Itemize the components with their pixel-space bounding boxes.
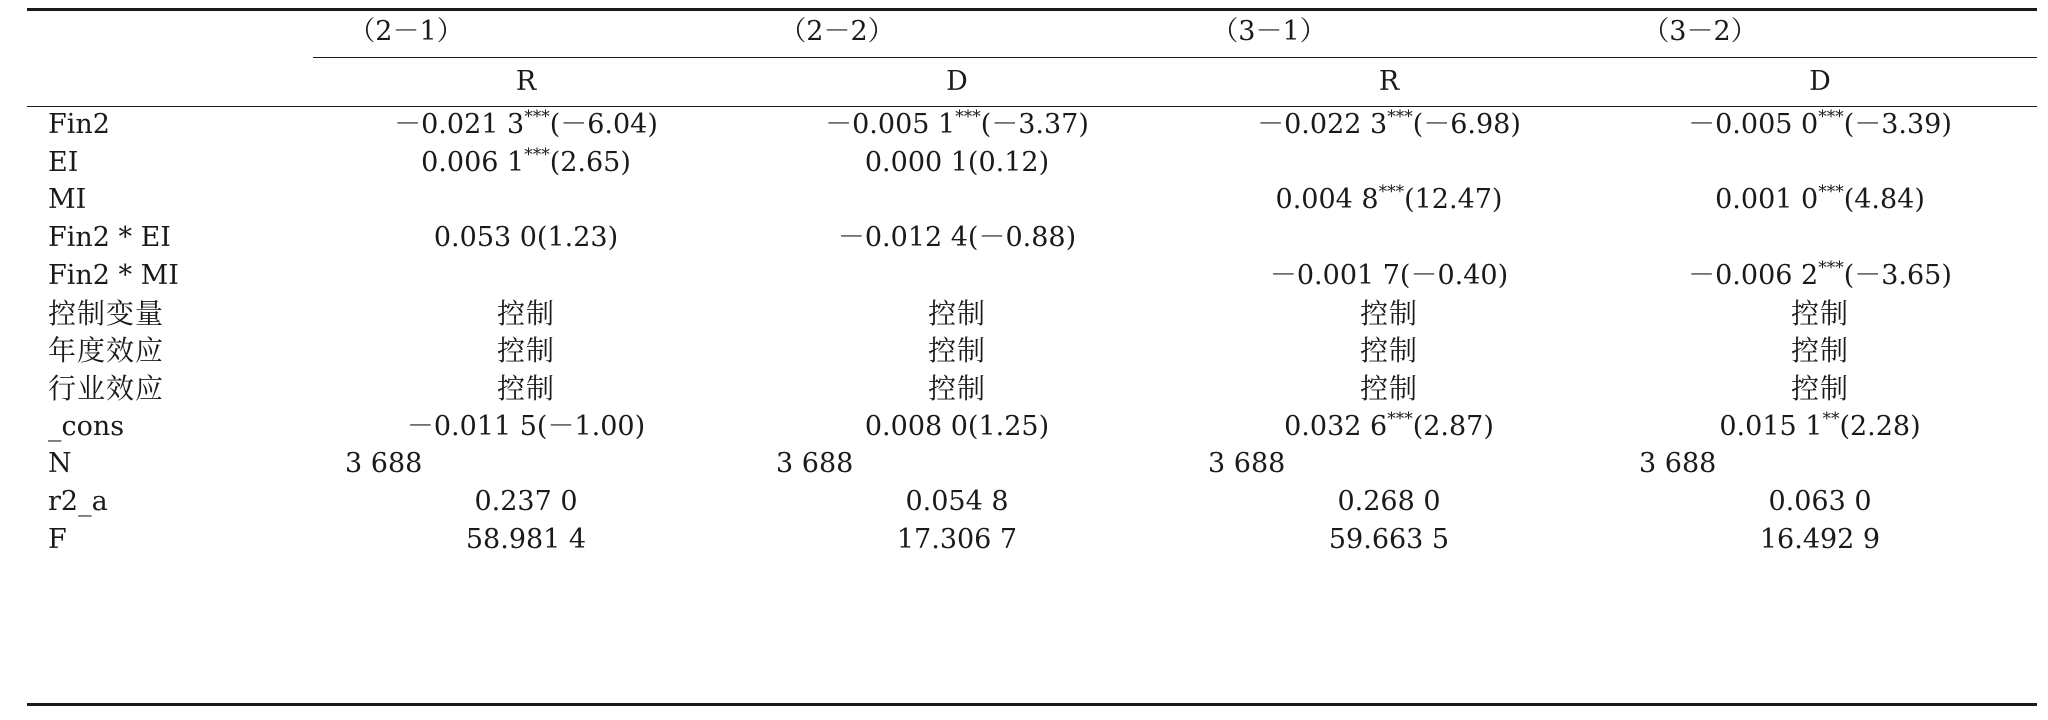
row-label: r2_a (48, 486, 108, 517)
coefficient-value: －0.005 1 (825, 109, 956, 140)
coefficient-value: －0.001 7(－0.40) (1269, 259, 1509, 291)
coefficient-value: 0.004 8 (1275, 184, 1379, 216)
coefficient-value: 控制 (1790, 371, 1849, 405)
coefficient-value: 控制 (496, 334, 555, 368)
dependent-variable-header: D (1809, 66, 1831, 97)
t-statistic: (4.84) (1843, 184, 1925, 216)
coefficient-value: 0.008 0(1.25) (864, 410, 1050, 442)
column-group-header: （3－1） (1211, 16, 1327, 47)
row-label: F (48, 523, 67, 555)
row-label: _cons (48, 410, 125, 442)
t-statistic: (2.28) (1839, 410, 1921, 442)
coefficient-value: 59.663 5 (1328, 523, 1450, 555)
coefficient-value: 控制 (1359, 334, 1418, 368)
coefficient-value: 0.032 6 (1284, 410, 1388, 442)
coefficient-value: 16.492 9 (1759, 523, 1881, 555)
t-statistic: (2.87) (1412, 410, 1494, 442)
significance-stars: *** (1378, 182, 1405, 203)
coefficient-value: 控制 (496, 371, 555, 405)
significance-stars: *** (1387, 408, 1413, 429)
coefficient-value: 0.006 1 (421, 146, 525, 178)
row-label: MI (48, 184, 87, 216)
coefficient-value: 0.054 8 (905, 486, 1009, 517)
table-cell (316, 518, 736, 562)
coefficient-value: 控制 (927, 296, 986, 330)
coefficient-value: 控制 (1790, 334, 1849, 368)
dependent-variable-header: R (515, 66, 537, 97)
table-row (0, 518, 2048, 562)
coefficient-value: 17.306 7 (896, 523, 1018, 555)
row-label: 控制变量 (48, 296, 165, 330)
coefficient-value: －0.021 3 (394, 109, 525, 140)
significance-stars: ** (1822, 408, 1840, 429)
t-statistic: (2.65) (549, 146, 631, 178)
coefficient-value: 控制 (927, 371, 986, 405)
coefficient-value: 0.268 0 (1337, 486, 1441, 517)
significance-stars: *** (1387, 107, 1413, 127)
coefficient-value: 控制 (496, 296, 555, 330)
coefficient-value: 控制 (1359, 296, 1418, 330)
table-bottom-rule (27, 703, 2037, 706)
table-cell (1179, 518, 1599, 562)
coefficient-value: －0.022 3 (1257, 109, 1388, 140)
column-group-header: （2－2） (779, 16, 895, 47)
row-label: Fin2 * EI (48, 222, 171, 254)
significance-stars: *** (1818, 257, 1844, 278)
t-statistic: (－3.37) (980, 109, 1089, 140)
row-label: Fin2 * MI (48, 259, 179, 291)
coefficient-value: 3 688 (776, 448, 854, 480)
column-group-header: （2－1） (348, 16, 464, 47)
significance-stars: *** (1818, 182, 1844, 203)
coefficient-value: 0.237 0 (474, 486, 578, 517)
significance-stars: *** (524, 144, 550, 165)
coefficient-value: 控制 (927, 334, 986, 368)
coefficient-value: 控制 (1359, 371, 1418, 405)
row-label: Fin2 (48, 109, 110, 140)
coefficient-value: 0.063 0 (1768, 486, 1872, 517)
t-statistic: (－3.39) (1843, 109, 1952, 140)
dependent-variable-header: R (1378, 66, 1400, 97)
coefficient-value: 0.001 0 (1715, 184, 1819, 216)
t-statistic: (－3.65) (1843, 259, 1952, 291)
row-label: 行业效应 (48, 371, 165, 405)
coefficient-value: －0.006 2 (1688, 259, 1819, 291)
coefficient-value: 0.053 0(1.23) (433, 222, 619, 254)
coefficient-value: 0.000 1(0.12) (864, 146, 1050, 178)
table-top-rule (27, 8, 2037, 11)
coefficient-value: 58.981 4 (465, 523, 587, 555)
coefficient-value: 0.015 1 (1719, 410, 1823, 442)
coefficient-value: 控制 (1790, 296, 1849, 330)
coefficient-value: －0.012 4(－0.88) (837, 222, 1077, 254)
coefficient-value: 3 688 (1208, 448, 1286, 480)
dependent-variable-header: D (946, 66, 968, 97)
table-cell (747, 518, 1167, 562)
significance-stars: *** (1818, 107, 1844, 127)
row-label: EI (48, 146, 79, 178)
column-group-header: （3－2） (1642, 16, 1758, 47)
coefficient-value: 3 688 (1639, 448, 1717, 480)
table-cell (1610, 518, 2030, 562)
t-statistic: (12.47) (1404, 184, 1503, 216)
significance-stars: *** (955, 107, 981, 127)
row-label: N (48, 448, 72, 480)
header-subrule (313, 57, 2037, 58)
coefficient-value: －0.005 0 (1688, 109, 1819, 140)
t-statistic: (－6.98) (1412, 109, 1521, 140)
row-label: 年度效应 (48, 334, 165, 368)
significance-stars: *** (524, 107, 550, 127)
t-statistic: (－6.04) (549, 109, 658, 140)
coefficient-value: －0.011 5(－1.00) (406, 410, 646, 442)
coefficient-value: 3 688 (345, 448, 423, 480)
